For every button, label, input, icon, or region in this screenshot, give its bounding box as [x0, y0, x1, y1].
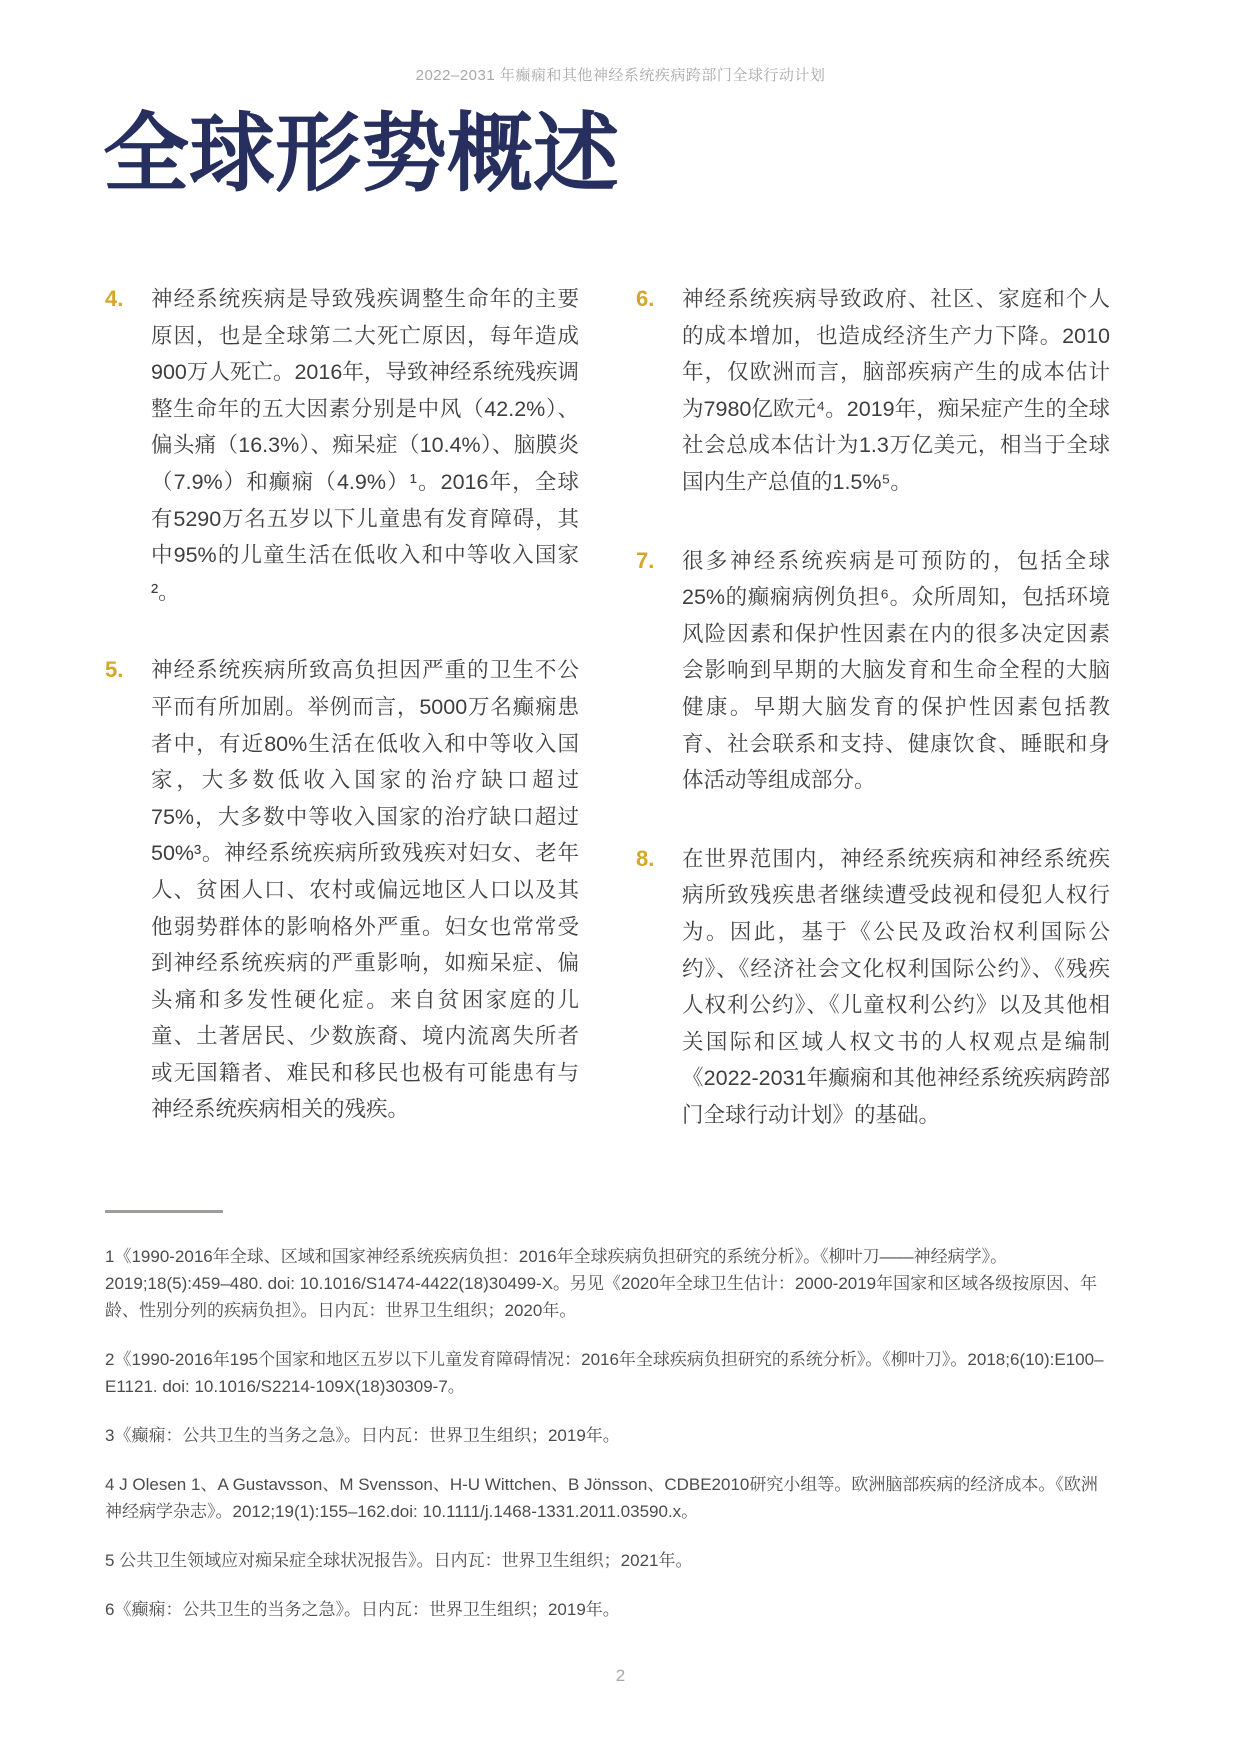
footnote: 2《1990-2016年195个国家和地区五岁以下儿童发育障碍情况：2016年全球疾病负担研究的系统分析》。《柳叶刀》。2018;6(10):E100–E1121. doi: 10.1016/S2214-109X(18)30309-7。	[105, 1350, 1104, 1396]
item-text: 神经系统疾病是导致残疾调整生命年的主要原因，也是全球第二大死亡原因，每年造成900万人死亡。2016年，导致神经系统残疾调整生命年的五大因素分别是中风（42.2%）、偏头痛（16.3%）、痴呆症（10.4%）、脑膜炎（7.9%）和癫痫（4.9%）¹。2016年，全球有5290万名五岁以下儿童患有发育障碍，其中95%的儿童生活在低收入和中等收入国家²。	[151, 287, 579, 604]
item-text: 神经系统疾病所致高负担因严重的卫生不公平而有所加剧。举例而言，5000万名癫痫患者中，有近80%生活在低收入和中等收入国家，大多数低收入国家的治疗缺口超过75%，大多数中等收入国家的治疗缺口超过50%³。神经系统疾病所致残疾对妇女、老年人、贫困人口、农村或偏远地区人口以及其他弱势群体的影响格外严重。妇女也常常受到神经系统疾病的严重影响，如痴呆症、偏头痛和多发性硬化症。来自贫困家庭的儿童、土著居民、少数族裔、境内流离失所者或无国籍者、难民和移民也极有可能患有与神经系统疾病相关的残疾。	[151, 658, 579, 1122]
content-columns	[105, 281, 1110, 1175]
footnote: 5 公共卫生领域应对痴呆症全球状况报告》。日内瓦：世界卫生组织；2021年。	[105, 1551, 693, 1570]
footnote: 1《1990-2016年全球、区域和国家神经系统疾病负担：2016年全球疾病负担研究的系统分析》。《柳叶刀——神经病学》。2019;18(5):459–480. doi: 10.1016/S1474-4422(18)30499-X。另见《2020年全球卫生估计：2000-2019年国家和区域各级按原因、年龄、性别分列的疾病负担》。日内瓦：世界卫生组织；2020年。	[105, 1247, 1098, 1320]
item-number: 5.	[105, 657, 124, 683]
footnotes-section	[105, 1210, 1113, 1645]
left-column	[105, 281, 579, 1175]
list-item	[636, 841, 1110, 1134]
list-item	[636, 281, 1110, 501]
right-column	[636, 281, 1110, 1175]
footnote-divider	[105, 1210, 223, 1213]
footnote: 3《癫痫：公共卫生的当务之急》。日内瓦：世界卫生组织；2019年。	[105, 1426, 620, 1445]
item-number: 7.	[636, 547, 655, 573]
footnote: 4 J Olesen 1、A Gustavsson、M Svensson、H-U Wittchen、B Jönsson、CDBE2010研究小组等。欧洲脑部疾病的经济成本。《欧洲神经病学杂志》。2012;19(1):155–162.doi: 10.1111/j.1468-1331.2011.03590.x。	[105, 1475, 1098, 1521]
page-number: 2	[615, 1666, 626, 1685]
item-text: 神经系统疾病导致政府、社区、家庭和个人的成本增加，也造成经济生产力下降。2010年，仅欧洲而言，脑部疾病产生的成本估计为7980亿欧元⁴。2019年，痴呆症产生的全球社会总成本估计为1.3万亿美元，相当于全球国内生产总值的1.5%⁵。	[682, 287, 1110, 494]
item-text: 在世界范围内，神经系统疾病和神经系统疾病所致残疾患者继续遭受歧视和侵犯人权行为。因此，基于《公民及政治权利国际公约》、《经济社会文化权利国际公约》、《残疾人权利公约》、《儿童权利公约》以及其他相关国际和区域人权文书的人权观点是编制《2022-2031年癫痫和其他神经系统疾病跨部门全球行动计划》的基础。	[682, 846, 1110, 1127]
item-number: 4.	[105, 286, 124, 311]
running-header-title: 2022–2031 年癫痫和其他神经系统疾病跨部门全球行动计划	[415, 67, 826, 84]
list-item	[636, 543, 1110, 799]
item-number: 8.	[636, 845, 655, 871]
footnote: 6《癫痫：公共卫生的当务之急》。日内瓦：世界卫生组织；2019年。	[105, 1600, 620, 1619]
page-title: 全球形势概述	[103, 106, 619, 202]
item-text: 很多神经系统疾病是可预防的，包括全球25%的癫痫病例负担⁶。众所周知，包括环境风险因素和保护性因素在内的很多决定因素会影响到早期的大脑发育和生命全程的大脑健康。早期大脑发育的保护性因素包括教育、社会联系和支持、健康饮食、睡眠和身体活动等组成部分。	[682, 548, 1110, 793]
list-item	[105, 652, 579, 1128]
list-item	[105, 281, 579, 610]
item-number: 6.	[636, 286, 655, 311]
